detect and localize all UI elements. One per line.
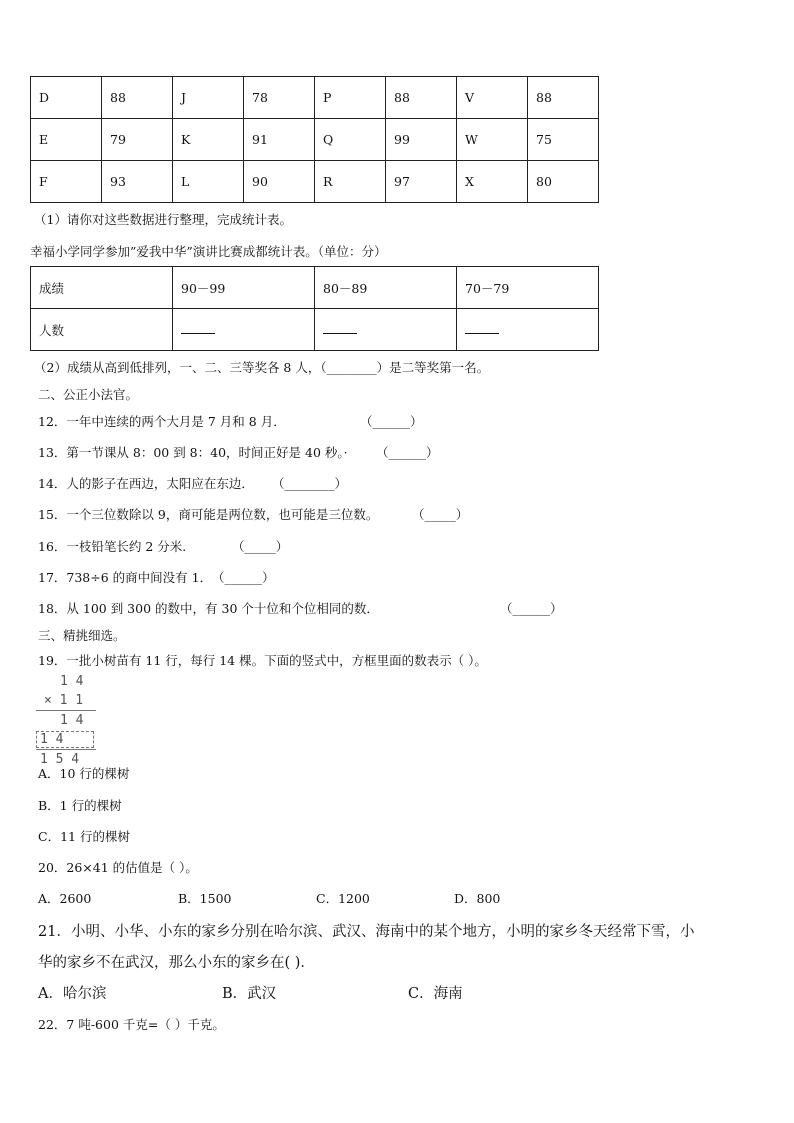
question-13: 13．第一节课从 8：00 到 8：40，时间正好是 40 秒。· [38, 445, 348, 460]
table-cell: 91 [244, 119, 315, 161]
question-18: 18．从 100 到 300 的数中，有 30 个十位和个位相同的数． [38, 601, 379, 616]
table-row [31, 77, 599, 119]
table-cell: 90 [244, 161, 315, 203]
count-input-70-79[interactable] [457, 309, 599, 351]
blank-line [181, 323, 215, 334]
table-cell: 成绩 [31, 267, 173, 309]
table-cell: 88 [528, 77, 599, 119]
option-c[interactable]: C．1200 [316, 891, 370, 906]
q1-instruction: （1）请你对这些数据进行整理，完成统计表。 [34, 212, 292, 227]
question-22: 22．7 吨-600 千克=（ ）千克。 [38, 1017, 225, 1032]
answer-blank-16[interactable]: （_____） [232, 539, 289, 554]
table-cell: W [457, 119, 528, 161]
answer-blank-15[interactable]: （_____） [412, 507, 469, 522]
table-row [31, 267, 599, 309]
calc-boxed-line [36, 730, 98, 749]
dashed-box [36, 731, 94, 748]
table-cell: J [173, 77, 244, 119]
option-d[interactable]: D．800 [454, 891, 501, 906]
answer-blank-13[interactable]: （______） [376, 445, 439, 460]
calc-line: 1 4 [60, 713, 84, 728]
score-table [30, 76, 599, 203]
table-cell: 90－99 [173, 267, 315, 309]
question-21-line2: 华的家乡不在武汉，那么小东的家乡在( )． [38, 955, 315, 971]
stat-table-title: 幸福小学同学参加”爱我中华”演讲比赛成都统计表。（单位：分） [30, 244, 387, 259]
table-row [31, 309, 599, 351]
option-a[interactable]: A．10 行的棵树 [38, 766, 130, 781]
option-c[interactable]: C．11 行的棵树 [38, 829, 130, 844]
option-a[interactable]: A．2600 [38, 891, 92, 906]
table-cell: 93 [102, 161, 173, 203]
table-cell: 人数 [31, 309, 173, 351]
answer-blank-17[interactable]: （______） [212, 570, 275, 585]
table-cell: K [173, 119, 244, 161]
table-cell: 88 [102, 77, 173, 119]
table-cell: 80－89 [315, 267, 457, 309]
question-19: 19．一批小树苗有 11 行，每行 14 棵。下面的竖式中，方框里面的数表示（ ）。 [38, 653, 487, 668]
count-input-90-99[interactable] [173, 309, 315, 351]
count-input-80-89[interactable] [315, 309, 457, 351]
calc-line: 1 5 4 [40, 752, 80, 767]
section-heading: 二、公正小法官。 [38, 387, 139, 402]
table-cell: V [457, 77, 528, 119]
question-21-line1: 21．小明、小华、小东的家乡分别在哈尔滨、武汉、海南中的某个地方，小明的家乡冬天经常下雪，小 [38, 924, 695, 940]
answer-blank-18[interactable]: （______） [500, 601, 563, 616]
section-heading: 三、精挑细选。 [38, 628, 126, 643]
option-c[interactable]: C．海南 [408, 986, 463, 1002]
table-cell: Q [315, 119, 386, 161]
table-cell: D [31, 77, 102, 119]
table-cell: 80 [528, 161, 599, 203]
blank-line [323, 323, 357, 334]
table-cell: X [457, 161, 528, 203]
table-cell: 97 [386, 161, 457, 203]
option-b[interactable]: B．1500 [178, 891, 232, 906]
table-cell: E [31, 119, 102, 161]
question-20: 20．26×41 的估值是（ ）。 [38, 860, 198, 875]
answer-blank-12[interactable]: （______） [360, 414, 423, 429]
table-cell: 88 [386, 77, 457, 119]
option-b[interactable]: B．武汉 [222, 986, 277, 1002]
table-cell: R [315, 161, 386, 203]
table-cell: 78 [244, 77, 315, 119]
table-cell: L [173, 161, 244, 203]
q2-text: （2）成绩从高到低排列，一、二、三等奖各 8 人，（________）是二等奖第一名。 [34, 360, 490, 375]
vertical-multiplication [36, 672, 98, 769]
table-cell: F [31, 161, 102, 203]
question-14: 14．人的影子在西边，太阳应在东边． [38, 476, 254, 491]
calc-line: 1 4 [60, 674, 84, 689]
answer-blank-14[interactable]: （________） [272, 476, 348, 491]
question-15: 15．一个三位数除以 9，商可能是两位数，也可能是三位数。 [38, 507, 379, 522]
table-cell: 75 [528, 119, 599, 161]
table-row [31, 119, 599, 161]
table-cell: 70－79 [457, 267, 599, 309]
table-row [31, 161, 599, 203]
question-17: 17．738÷6 的商中间没有 1． [38, 570, 213, 585]
table-cell: P [315, 77, 386, 119]
blank-line [465, 323, 499, 334]
stat-table [30, 266, 599, 351]
question-12: 12．一年中连续的两个大月是 7 月和 8 月． [38, 414, 286, 429]
option-b[interactable]: B．1 行的棵树 [38, 798, 122, 813]
calc-boxed-digits: 1 4 [40, 732, 64, 747]
table-cell: 99 [386, 119, 457, 161]
calc-line: × 1 1 [44, 693, 84, 708]
table-cell: 79 [102, 119, 173, 161]
option-a[interactable]: A．哈尔滨 [38, 986, 107, 1002]
question-16: 16．一枝铅笔长约 2 分米. [38, 539, 187, 554]
